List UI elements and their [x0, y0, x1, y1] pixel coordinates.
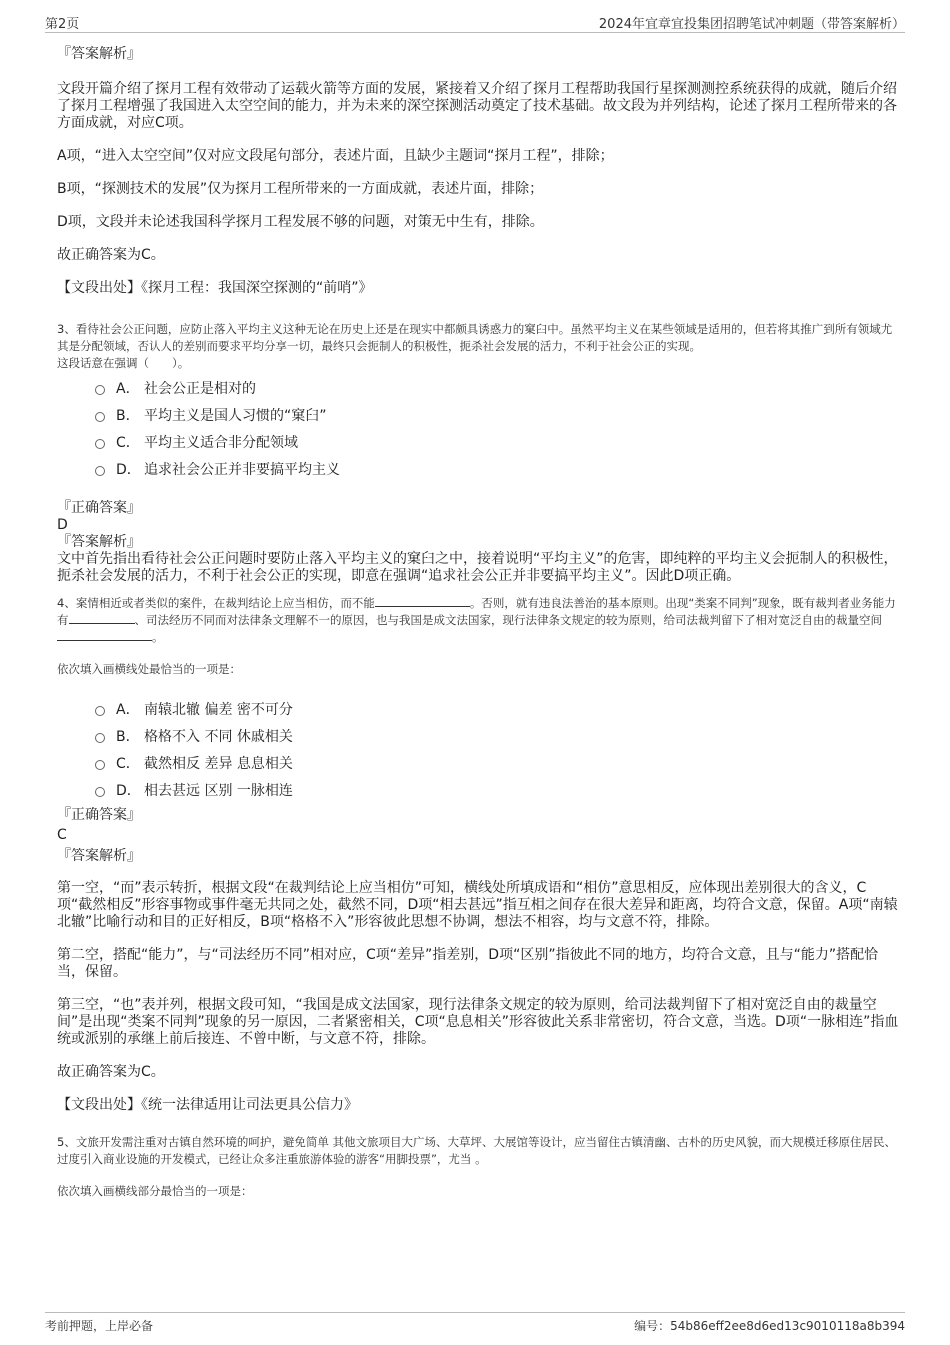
document-body	[57, 42, 900, 1200]
document-code: 编号：54b86eff2ee8d6ed13c9010118a8b394	[634, 1319, 905, 1333]
radio-icon[interactable]	[95, 385, 105, 395]
q5-stem: 5、文旅开发需注重对古镇自然环境的呵护，避免简单 其他文旅项目大广场、大草坪、大展馆等设计，应当留住古镇清幽、古朴的历史风貌，而大规模迁移原住居民、过度引入商业设施的开发模式，已经让众多注重旅游体验的游客“用脚投票”，尤当 。	[57, 1135, 896, 1166]
q2-answer-statement: 故正确答案为C。	[57, 247, 165, 263]
q2-analysis-p4: D项，文段并未论述我国科学探月工程发展不够的问题，对策无中生有，排除。	[57, 214, 544, 230]
page-footer	[45, 1312, 905, 1337]
q4-option-a[interactable]: A． 南辕北辙 偏差 密不可分	[95, 695, 900, 722]
radio-icon[interactable]	[95, 466, 105, 476]
q2-analysis-p1: 文段开篇介绍了探月工程有效带动了运载火箭等方面的发展，紧接着又介绍了探月工程帮助我国行星探测测控系统获得的成就，随后介绍了探月工程增强了我国进入太空空间的能力，并为未来的深空探测活动奠定了技术基础。故文段为并列结构，论述了探月工程所带来的各方面成就，对应C项。	[57, 81, 897, 131]
q4-analysis-label: 『答案解析』	[57, 848, 141, 864]
q4-analysis-p3: 第三空，“也”表并列，根据文段可知，“我国是成文法国家，现行法律条文规定的较为原则，给司法裁判留下了相对宽泛自由的裁量空间”是出现“类案不同判”现象的另一原因，二者紧密相关，C项“息息相关”形容彼此关系非常密切，符合文意，当选。D项“一脉相连”指血统或派别的承继上前后接连、不曾中断，与文意不符，排除。	[57, 997, 899, 1047]
q3-option-c[interactable]: C． 平均主义适合非分配领域	[95, 428, 900, 455]
radio-icon[interactable]	[95, 733, 105, 743]
radio-icon[interactable]	[95, 439, 105, 449]
q2-analysis-p3: B项，“探测技术的发展”仅为探月工程所带来的一方面成就，表述片面，排除；	[57, 181, 544, 197]
q4-option-b[interactable]: B． 格格不入 不同 休戚相关	[95, 722, 900, 749]
q3-option-a[interactable]: A． 社会公正是相对的	[95, 374, 900, 401]
q3-analysis-label: 『答案解析』	[57, 534, 141, 550]
q4-answer-label: 『正确答案』	[57, 807, 141, 823]
question-4	[57, 595, 900, 1114]
q2-analysis-label: 『答案解析』	[57, 46, 141, 62]
q3-prompt: 这段话意在强调（ ）。	[57, 356, 190, 370]
q3-option-d[interactable]: D． 追求社会公正并非要搞平均主义	[95, 455, 900, 482]
footer-slogan: 考前押题，上岸必备	[45, 1319, 154, 1333]
q5-prompt: 依次填入画横线部分最恰当的一项是：	[57, 1184, 253, 1198]
q4-option-d[interactable]: D． 相去甚远 区别 一脉相连	[95, 776, 900, 803]
radio-icon[interactable]	[95, 706, 105, 716]
q3-option-b[interactable]: B． 平均主义是国人习惯的“窠臼”	[95, 401, 900, 428]
q2-source: 【文段出处】《探月工程：我国深空探测的“前哨”》	[57, 280, 373, 296]
document-title: 2024年宜章宜投集团招聘笔试冲刺题（带答案解析）	[598, 17, 905, 32]
q4-option-c[interactable]: C． 截然相反 差异 息息相关	[95, 749, 900, 776]
radio-icon[interactable]	[95, 760, 105, 770]
q4-answer-statement: 故正确答案为C。	[57, 1064, 165, 1080]
page-header	[45, 10, 905, 33]
q4-stem: 4、案情相近或者类似的案件，在裁判结论上应当相仿，而不能 。否则，就有违良法善治的基本原则。出现“类案不同判”现象，既有裁判者业务能力有 、司法经历不同而对法律条文理解不一的原因，也与我国是成文法国家，现行法律条文规定的较为原则，给司法裁判留下了相对宽泛自由的裁量空间。	[57, 596, 896, 644]
q4-prompt: 依次填入画横线处最恰当的一项是：	[57, 662, 241, 676]
q3-stem: 3、看待社会公正问题，应防止落入平均主义这种无论在历史上还是在现实中都颇具诱惑力的窠臼中。虽然平均主义在某些领域是适用的，但若将其推广到所有领域尤其是分配领域，否认人的差别而要求平均分享一切，最终只会扼制人的积极性，扼杀社会发展的活力，不利于社会公正的实现。	[57, 322, 893, 353]
question-3	[57, 321, 900, 585]
q4-options	[57, 695, 900, 803]
q4-analysis-p2: 第二空，搭配“能力”，与“司法经历不同”相对应，C项“差异”指差别，D项“区别”指彼此不同的地方，均符合文意，且与“能力”搭配恰当，保留。	[57, 947, 879, 980]
page-number: 第2页	[45, 17, 80, 32]
radio-icon[interactable]	[95, 412, 105, 422]
radio-icon[interactable]	[95, 787, 105, 797]
blank-1	[375, 595, 470, 607]
blank-3	[57, 629, 152, 641]
q4-answer: C	[57, 827, 67, 843]
q3-options	[57, 374, 900, 482]
q4-analysis-p1: 第一空，“而”表示转折，根据文段“在裁判结论上应当相仿”可知，横线处所填成语和“相仿”意思相反，应体现出差别很大的含义，C项“截然相反”形容事物或事件毫无共同之处，截然不同，D项“相去甚远”指互相之间存在很大差异和距离，均符合文意，保留。A项“南辕北辙”比喻行动和目的正好相反，B项“格格不入”形容彼此思想不协调，想法不相容，均与文意不符，排除。	[57, 880, 898, 930]
q2-analysis-p2: A项，“进入太空空间”仅对应文段尾句部分，表述片面，且缺少主题词“探月工程”，排除；	[57, 148, 614, 164]
q3-analysis: 文中首先指出看待社会公正问题时要防止落入平均主义的窠臼之中，接着说明“平均主义”的危害，即纯粹的平均主义会扼制人的积极性，扼杀社会发展的活力，不利于社会公正的实现，即意在强调“追求社会公正并非要搞平均主义”。因此D项正确。	[57, 551, 898, 584]
q3-answer: D	[57, 517, 68, 533]
question-5	[57, 1134, 900, 1200]
q4-source: 【文段出处】《统一法律适用让司法更具公信力》	[57, 1097, 358, 1113]
blank-2	[69, 612, 135, 624]
q3-answer-label: 『正确答案』	[57, 500, 141, 516]
